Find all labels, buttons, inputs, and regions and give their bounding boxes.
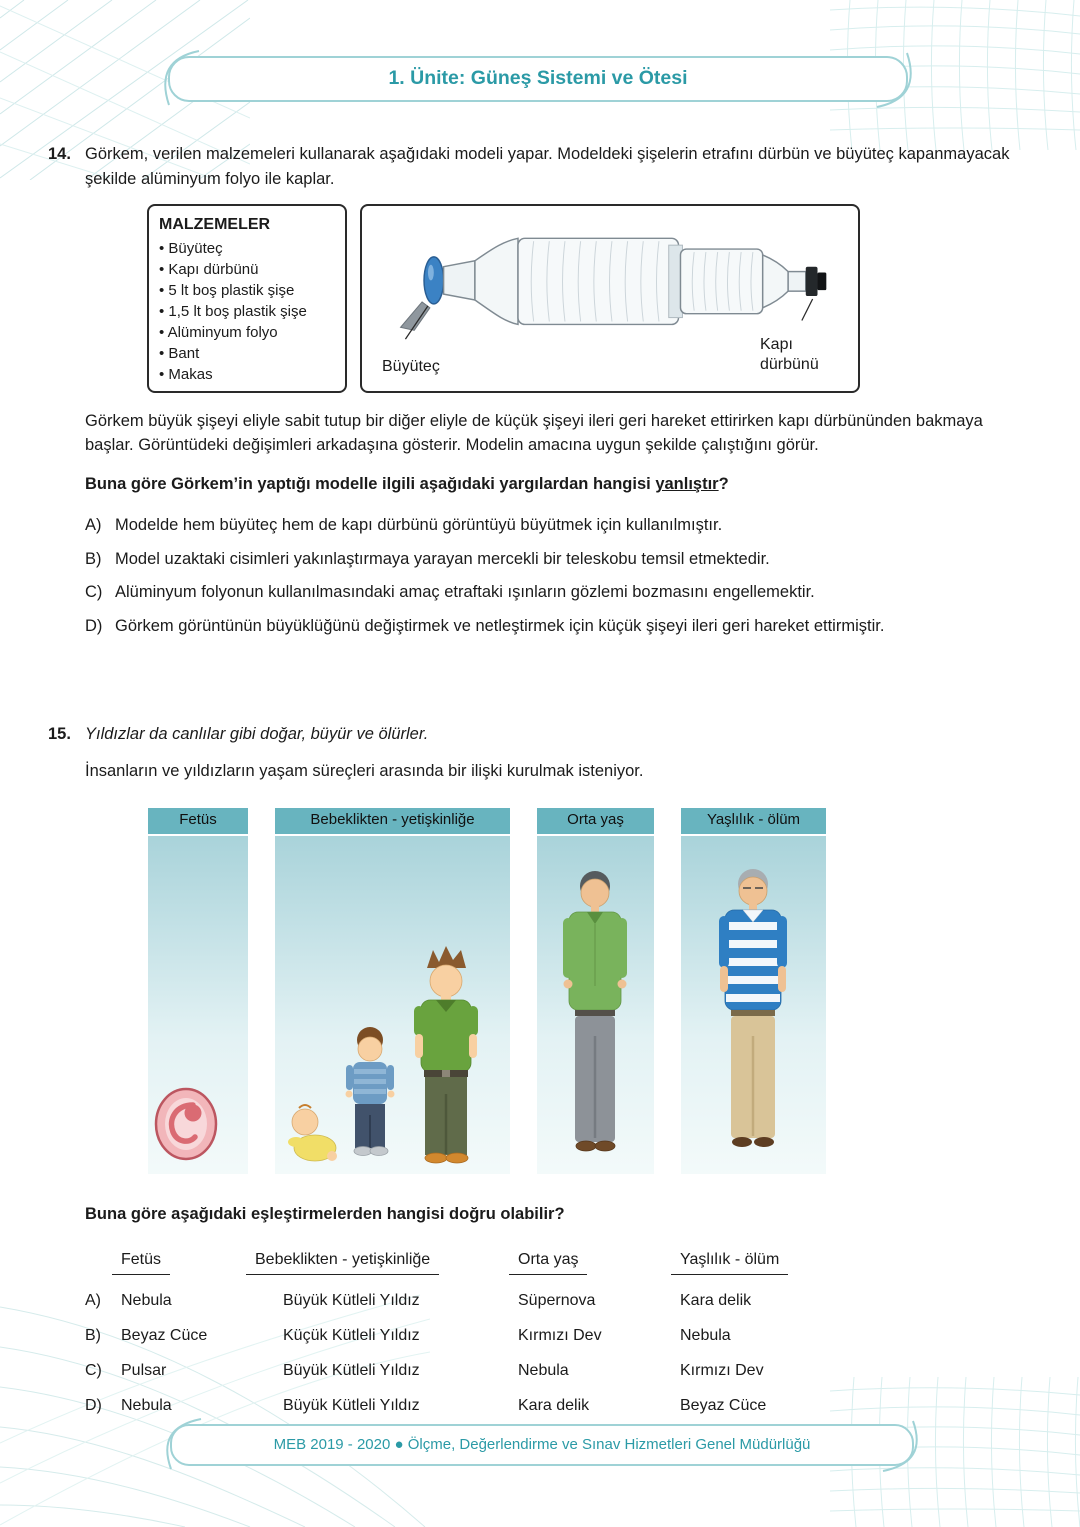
answer-cell: Beyaz Cüce	[680, 1397, 767, 1415]
materials-title: MALZEMELER	[159, 215, 271, 233]
old-man-illustration	[681, 836, 826, 1174]
stage-illustration-area	[275, 836, 510, 1174]
stem-punctuation: ?	[718, 475, 729, 493]
band-flourish-left-icon	[159, 1417, 205, 1471]
stage-panel-old-age	[681, 808, 826, 1174]
column-header-growth: Bebeklikten - yetişkinliğe	[255, 1248, 518, 1278]
material-item: • Makas	[159, 364, 335, 385]
band-flourish-right-icon	[873, 51, 919, 109]
column-header-fetus: Fetüs	[121, 1248, 255, 1278]
material-item: • Alüminyum folyo	[159, 322, 335, 343]
unit-title-band	[168, 56, 908, 102]
answer-row-letter: B)	[85, 1327, 101, 1345]
footer-band	[170, 1424, 914, 1466]
answer-cell: Kara delik	[680, 1292, 752, 1310]
option-letter: B)	[85, 549, 102, 568]
stage-illustration-area	[148, 836, 248, 1174]
question-15-stem: Buna göre aşağıdaki eşleştirmelerden hangisi doğru olabilir?	[85, 1204, 565, 1223]
stage-header: Fetüs	[148, 808, 248, 834]
question-15-intro2: İnsanların ve yıldızların yaşam süreçleri arasında bir ilişki kurulmak isteniyor.	[85, 761, 644, 780]
stage-header: Orta yaş	[537, 808, 654, 834]
answer-cell: Kırmızı Dev	[518, 1327, 602, 1345]
material-item: • 1,5 lt boş plastik şişe	[159, 301, 335, 322]
band-flourish-right-icon	[879, 1419, 925, 1473]
stage-header: Bebeklikten - yetişkinliğe	[275, 808, 510, 834]
option-letter: D)	[85, 617, 103, 635]
question-15-number: 15.	[48, 725, 71, 743]
option-letter: C)	[85, 583, 103, 602]
material-item: • Büyüteç	[159, 238, 335, 259]
option-letter: A)	[85, 515, 102, 534]
answer-cell: Nebula	[121, 1397, 172, 1415]
band-flourish-left-icon	[157, 49, 203, 107]
material-item: • Bant	[159, 343, 335, 364]
answer-cell: Küçük Kütleli Yıldız	[283, 1327, 420, 1345]
door-viewer-label: Kapı dürbünü	[760, 335, 819, 373]
answer-row-letter: A)	[85, 1292, 101, 1310]
answer-cell: Büyük Kütleli Yıldız	[283, 1292, 420, 1310]
baby-child-adult-illustration	[275, 836, 510, 1174]
answer-cell: Süpernova	[518, 1292, 596, 1310]
question-14-stem	[85, 472, 1033, 497]
footer-text: MEB 2019 - 2020 ● Ölçme, Değerlendirme ve Sınav Hizmetleri Genel Müdürlüğü	[273, 1435, 811, 1453]
answer-table	[85, 1248, 1033, 1418]
column-header-old-age: Yaşlılık - ölüm	[680, 1248, 1033, 1278]
stage-panel-fetus	[148, 808, 248, 1174]
stem-text: Buna göre Görkem’in yaptığı modelle ilgili aşağıdaki yargılardan hangisi	[85, 475, 656, 493]
unit-title: 1. Ünite: Güneş Sistemi ve Ötesi	[388, 67, 688, 90]
answer-cell: Nebula	[518, 1362, 569, 1380]
answer-cell: Büyük Kütleli Yıldız	[283, 1362, 420, 1380]
option-a	[85, 513, 1033, 538]
stage-panel-growth	[275, 808, 510, 1174]
material-item: • Kapı dürbünü	[159, 259, 335, 280]
question-14	[48, 142, 1033, 648]
question-14-number: 14.	[48, 145, 71, 163]
question-15	[48, 722, 1033, 1418]
life-stages-row	[148, 808, 1033, 1174]
question-14-body: Görkem büyük şişeyi eliyle sabit tutup bir diğer eliyle de küçük şişeyi ileri geri hareket ettirirken kapı dürbününden bakmaya başlar. Görüntüdeki değişimleri arkadaşına gösterir. Modelin amacına uygun şekilde çalıştığını görür.	[85, 411, 983, 455]
answer-cell: Nebula	[680, 1327, 731, 1345]
option-d	[85, 614, 1033, 639]
answer-cell: Nebula	[121, 1292, 172, 1310]
middle-aged-man-illustration	[537, 836, 654, 1174]
option-text: Model uzaktaki cisimleri yakınlaştırmaya yarayan mercekli bir teleskobu temsil etmektedir.	[115, 549, 770, 568]
fetus-illustration	[148, 836, 248, 1174]
stage-panel-middle-age	[537, 808, 654, 1174]
question-14-intro: Görkem, verilen malzemeleri kullanarak aşağıdaki modeli yapar. Modeldeki şişelerin etrafını dürbün ve büyüteç kapanmayacak şekilde alüminyum folyo ile kaplar.	[85, 145, 1010, 188]
answer-cell: Beyaz Cüce	[121, 1327, 208, 1345]
answer-cell: Pulsar	[121, 1362, 167, 1380]
answer-row-letter: D)	[85, 1397, 102, 1415]
column-header-middle-age: Orta yaş	[518, 1248, 680, 1278]
option-c	[85, 580, 1033, 605]
answer-row-letter: C)	[85, 1362, 102, 1380]
answer-cell: Kara delik	[518, 1397, 590, 1415]
material-item: • 5 lt boş plastik şişe	[159, 280, 335, 301]
materials-box	[147, 204, 347, 393]
question-14-options	[85, 513, 1033, 639]
option-text: Modelde hem büyüteç hem de kapı dürbünü görüntüyü büyütmek için kullanılmıştır.	[115, 515, 723, 534]
option-text: Alüminyum folyonun kullanılmasındaki amaç etraftaki ışınların gözlemi bozmasını engellemektir.	[115, 583, 815, 602]
magnifier-label: Büyüteç	[382, 357, 440, 375]
option-text: Görkem görüntünün büyüklüğünü değiştirmek ve netleştirmek için küçük şişeyi ileri geri hareket ettirmiştir.	[115, 617, 885, 635]
option-b	[85, 547, 1033, 572]
stage-illustration-area	[537, 836, 654, 1174]
underlined-word: yanlıştır	[655, 475, 719, 493]
stage-header: Yaşlılık - ölüm	[681, 808, 826, 834]
question-15-intro: Yıldızlar da canlılar gibi doğar, büyür ve ölürler.	[85, 725, 429, 743]
stage-illustration-area	[681, 836, 826, 1174]
answer-cell: Kırmızı Dev	[680, 1362, 764, 1380]
model-figure-box	[360, 204, 860, 393]
answer-cell: Büyük Kütleli Yıldız	[283, 1397, 420, 1415]
